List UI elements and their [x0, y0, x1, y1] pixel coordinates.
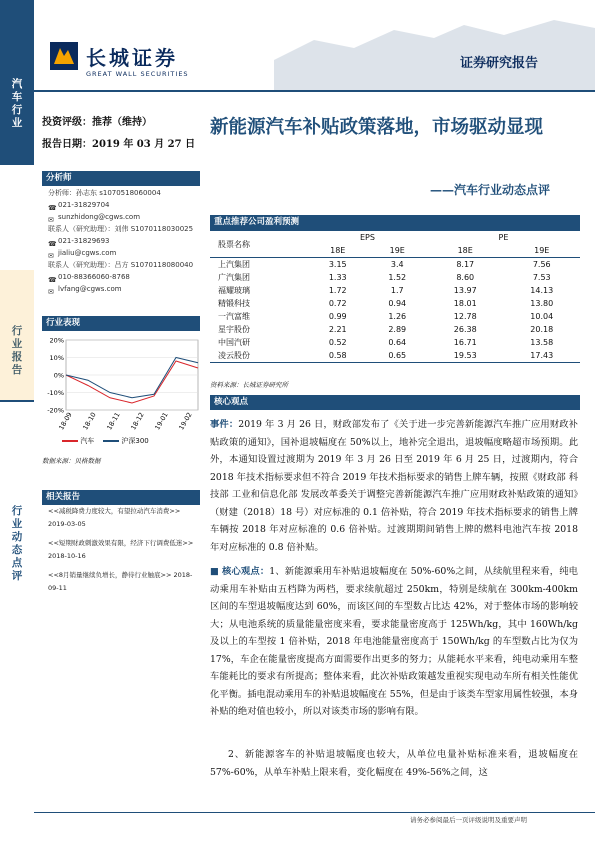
stock-name-cell: 上汽集团	[218, 260, 250, 269]
x-tick-label: 18-10	[81, 411, 98, 432]
value-cell: 7.53	[532, 273, 551, 282]
phone-icon: ☎	[48, 275, 57, 284]
value-cell: 20.18	[530, 325, 554, 334]
stock-name-cell: 精锻科技	[218, 299, 250, 308]
value-cell: 13.80	[530, 299, 554, 308]
logo-text-en: GREAT WALL SECURITIES	[86, 70, 189, 78]
legend-swatch-index	[103, 440, 119, 442]
sidebar-bot-label: 行 业 动 态 点 评	[11, 505, 23, 582]
year-header: 19E	[534, 246, 550, 255]
stock-name-cell: 星宇股份	[218, 325, 250, 334]
value-cell: 2.21	[328, 325, 347, 334]
table-row	[210, 258, 580, 272]
value-cell: 8.17	[456, 260, 475, 269]
email-icon: ✉	[48, 287, 54, 296]
value-cell: 1.52	[388, 273, 407, 282]
prediction-section-title: 重点推荐公司盈利预测	[210, 215, 580, 230]
trend-legend	[62, 436, 149, 446]
y-tick-label: 0%	[53, 371, 64, 380]
stock-name-cell: 中国汽研	[218, 338, 250, 347]
legend-label-auto: 汽车	[80, 437, 95, 445]
x-tick-label: 19-01	[153, 411, 170, 432]
x-tick-label: 19-02	[177, 411, 194, 432]
y-tick-label: -10%	[47, 389, 64, 397]
email-line[interactable]: ✉ lvfang@cgws.com	[48, 285, 122, 296]
view-paragraph-2: 2、新能源客车的补贴退坡幅度也较大，从单位电量补贴标准来看，退坡幅度在 57%-60%，从单车补贴上限来看，变化幅度在 49%-56%之间，这	[210, 749, 578, 778]
year-header: 19E	[389, 246, 405, 255]
logo-text: 长城证券	[86, 46, 178, 70]
value-cell: 0.52	[328, 338, 347, 347]
sidebar-divider	[0, 400, 34, 402]
value-cell: 19.53	[453, 351, 477, 360]
footer-divider	[34, 812, 595, 813]
table-row	[210, 310, 580, 323]
year-header: 18E	[457, 246, 473, 255]
value-cell: 3.4	[390, 260, 404, 269]
value-cell: 12.78	[453, 312, 477, 321]
value-cell: 0.94	[388, 299, 407, 308]
value-cell: 16.71	[453, 338, 477, 347]
stock-name-cell: 广汽集团	[218, 273, 250, 282]
phone-icon: ☎	[48, 239, 57, 248]
event-label: 事件：	[210, 419, 239, 430]
stock-name-cell: 福耀玻璃	[218, 286, 250, 295]
year-header: 18E	[330, 246, 346, 255]
value-cell: 17.43	[530, 351, 554, 360]
stock-name-cell: 一汽富维	[218, 312, 250, 321]
report-date: 报告日期：2019 年 03 月 27 日	[42, 139, 196, 150]
value-cell: 8.60	[456, 273, 475, 282]
email-line[interactable]: ✉ jialiu@cgws.com	[48, 249, 117, 260]
sidebar	[0, 0, 34, 841]
y-tick-label: 10%	[49, 354, 64, 362]
event-paragraph	[210, 416, 578, 556]
report-title: 新能源汽车补贴政策落地，市场驱动显现	[210, 117, 544, 138]
email-icon: ✉	[48, 215, 54, 224]
email-line[interactable]: ✉ sunzhidong@cgws.com	[48, 213, 141, 224]
table-row	[210, 323, 580, 336]
value-cell: 7.56	[532, 260, 551, 269]
value-cell: 0.72	[328, 299, 347, 308]
x-tick-label: 18-09	[57, 411, 74, 432]
value-cell: 13.97	[453, 286, 477, 295]
table-row	[210, 271, 580, 284]
core-section-title: 核心观点	[210, 395, 580, 410]
trend-source: 数据来源：贝格数据	[42, 457, 101, 465]
value-cell: 18.01	[453, 299, 477, 308]
value-cell: 0.99	[328, 312, 347, 321]
related-item[interactable]: <<8月销量继续负增长，静待行业触底>> 2018-09-11	[48, 571, 193, 592]
y-tick-label: -20%	[47, 406, 64, 415]
prediction-table	[210, 230, 580, 363]
report-type: 证券研究报告	[460, 56, 539, 71]
header-divider	[34, 90, 595, 92]
value-cell: 1.26	[388, 312, 407, 321]
analyst-line: 联系人（研究助理）：吕方 S1070118080040	[48, 261, 194, 269]
value-cell: 3.15	[328, 260, 347, 269]
analyst-list	[48, 187, 193, 295]
x-tick-label: 18-11	[105, 411, 122, 432]
legend-swatch-auto	[62, 440, 78, 442]
col-name-header: 股票名称	[218, 239, 250, 249]
analyst-line: 联系人（研究助理）：刘伟 S1070118030025	[48, 225, 194, 233]
analyst-line: 分析师：孙志东 s1070518060004	[48, 189, 161, 197]
prediction-source: 资料来源：长城证券研究所	[210, 381, 288, 389]
value-cell: 26.38	[453, 325, 477, 334]
phone-line: ☎021-31829693	[48, 237, 110, 248]
footer-text: 请务必参阅最后一页评级说明及重要声明	[410, 816, 527, 824]
table-row	[210, 297, 580, 310]
rating: 投资评级：推荐（维持）	[42, 117, 152, 128]
view-label: 核心观点：	[222, 566, 270, 577]
series-line-index	[66, 358, 198, 398]
event-text: 2019 年 3 月 26 日，财政部发布了《关于进一步完善新能源汽车推广应用财政补贴政策的通知》，国补退坡幅度在 50%以上，地补完全退出，退坡幅度略超市场预期。此外，本通知设置过渡期为 2019 年 3 月 26 日至 2019 年 6 月 25 日，过渡期内，符合 2018 年技术指标要求但不符合 2019 年技术指标要求的销售上牌车辆，按照《财政部 科技部 工业和信息化部 发展改革委关于调整完善新能源汽车推广应用财政补贴政策的通知》（财建（2018）18 号）对应标准的 0.1 倍补贴，符合 2019 年技术指标要求的销售上牌车辆按 2018 年对应标准的 0.6 倍补贴。过渡期期间销售上牌的燃料电池汽车按 2018 年对应标准的 0.8 倍补贴。	[210, 419, 578, 553]
related-section-title: 相关报告	[42, 490, 200, 505]
report-subtitle: ——汽车行业动态点评	[430, 183, 551, 197]
value-cell: 14.13	[530, 286, 554, 295]
table-row	[210, 336, 580, 349]
pe-header: PE	[498, 233, 509, 242]
email-icon: ✉	[48, 251, 54, 260]
eps-header: EPS	[360, 233, 375, 242]
sidebar-top-block	[0, 0, 34, 165]
value-cell: 0.58	[328, 351, 347, 360]
value-cell: 10.04	[530, 312, 554, 321]
x-tick-label: 18-12	[129, 411, 146, 432]
value-cell: 0.64	[388, 338, 407, 347]
value-cell: 1.72	[328, 286, 347, 295]
table-row	[210, 349, 580, 363]
value-cell: 2.89	[388, 325, 407, 334]
logo-icon	[50, 42, 78, 70]
series-line-auto	[66, 361, 198, 403]
trend-section-title: 行业表现	[42, 316, 200, 331]
sidebar-highlight	[0, 270, 34, 400]
legend-label-index: 沪深300	[121, 437, 149, 445]
value-cell: 1.7	[390, 286, 404, 295]
value-cell: 13.58	[530, 338, 554, 347]
y-tick-label: 20%	[49, 336, 64, 345]
phone-line: ☎021-31829704	[48, 201, 110, 212]
sidebar-top-label: 汽 车 行 业	[11, 78, 23, 129]
value-cell: 1.33	[328, 273, 347, 282]
bullet-icon: ■	[210, 566, 219, 577]
value-cell: 0.65	[388, 351, 407, 360]
related-item[interactable]: <<减税降费力度较大，有望拉动汽车消费>> 2019-03-05	[48, 507, 181, 528]
view-paragraph	[210, 563, 578, 721]
phone-line: ☎010-88366060-8768	[48, 273, 130, 284]
analyst-section-title: 分析师	[42, 171, 200, 186]
sidebar-mid-label: 行 业 报 告	[11, 325, 23, 376]
table-row	[210, 284, 580, 297]
related-list	[48, 505, 198, 595]
view-text-1: 1、新能源乘用车补贴退坡幅度在 50%-60%之间，从续航里程来看，纯电动乘用车补贴由五档降为两档，要求续航超过 250km，特别是续航在 300km-400km 区间的车型退坡幅度达到 60%，而该区间的车型数占比达 42%，对于整体市场的影响较大；从电池系统的质量能量密度来看，要求能量密度高于 125Wh/kg，其中 160Wh/kg 及以上的车型按 1 倍补贴，2018 年电池能量密度高于 150Wh/kg 的车型数占比为仅为 17%，车企在能量密度提高方面需要作出更多的努力；从能耗水平来看，纯电动乘用车整车能耗比的要求有所提高；整体来看，此次补贴政策越发重视实现电动车所有相关性能优化平衡。插电混动乘用车的补贴退坡幅度在 55%，但是由于该类车型家用属性较强，本身补贴的绝对值也较小，所以对该类市场的影响有限。	[210, 566, 578, 717]
phone-icon: ☎	[48, 203, 57, 212]
stock-name-cell: 凌云股份	[218, 351, 250, 360]
related-item[interactable]: <<短期财政刺激效果有限，经济下行调费低迷>> 2018-10-16	[48, 539, 194, 560]
